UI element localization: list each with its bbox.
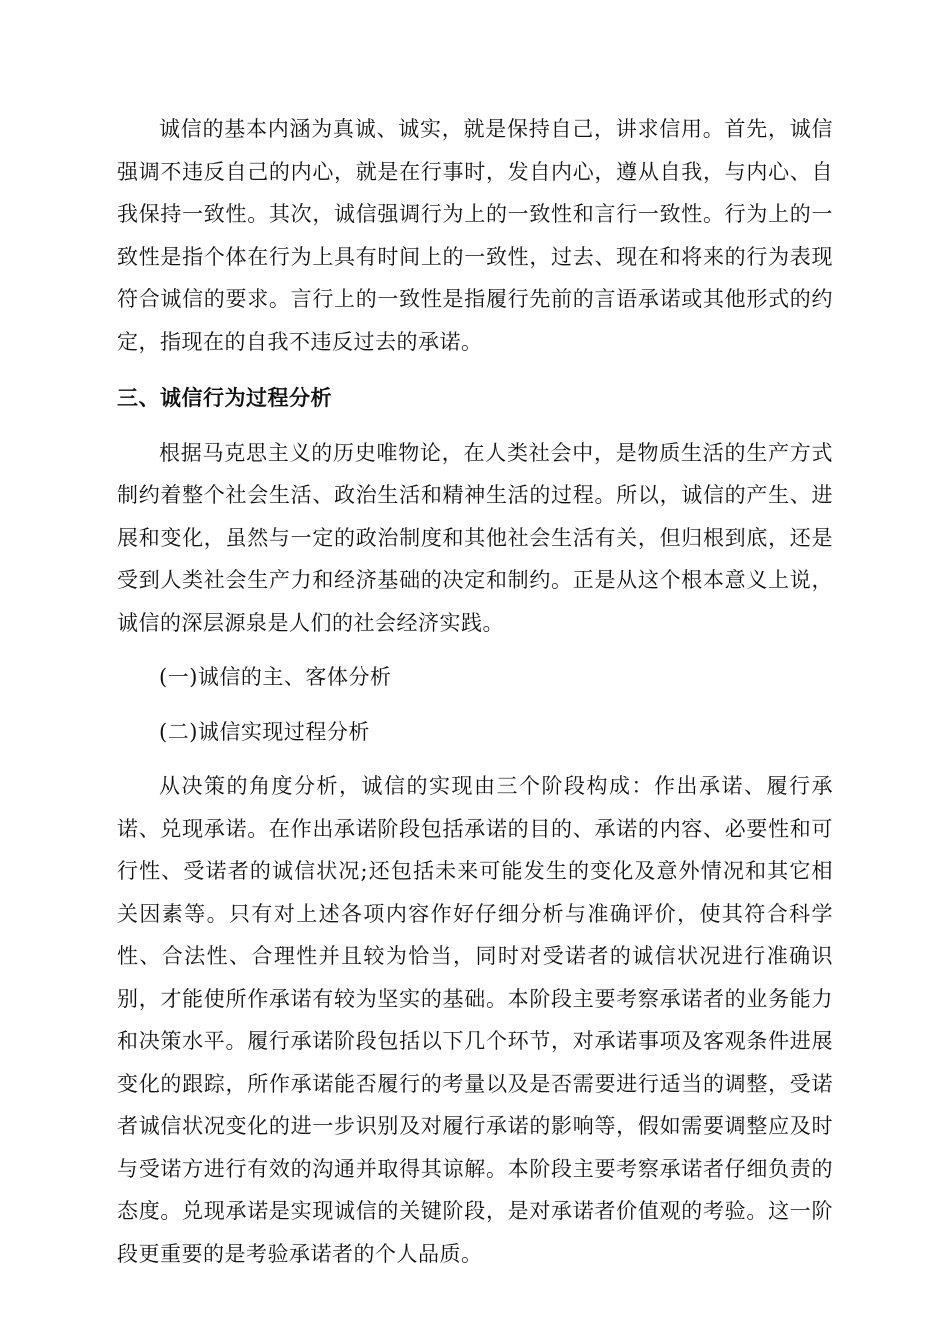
subheading-realization-process: (二)诚信实现过程分析	[159, 719, 370, 744]
section-heading-integrity-process: 三、诚信行为过程分析	[117, 386, 332, 410]
paragraph-integrity-meaning: 诚信的基本内涵为真诚、诚实，就是保持自己，讲求信用。首先，诚信强调不违反自己的内心，就是在行事时，发自内心，遵从自我，与内心、自我保持一致性。其次，诚信强调行为上的一致性和言行一致性。行为上的一致性是指个体在行为上具有时间上的一致性，过去、现在和将来的行为表现符合诚信的要求。言行上的一致性是指履行先前的言语承诺或其他形式的约定，指现在的自我不违反过去的承诺。	[117, 117, 833, 354]
paragraph-historical-materialism: 根据马克思主义的历史唯物论，在人类社会中，是物质生活的生产方式制约着整个社会生活、政治生活和精神生活的过程。所以，诚信的产生、进展和变化，虽然与一定的政治制度和其他社会生活有关，但归根到底，还是受到人类社会生产力和经济基础的决定和制约。正是从这个根本意义上说，诚信的深层源泉是人们的社会经济实践。	[117, 440, 833, 635]
paragraph-decision-stages: 从决策的角度分析，诚信的实现由三个阶段构成：作出承诺、履行承诺、兑现承诺。在作出承诺阶段包括承诺的目的、承诺的内容、必要性和可行性、受诺者的诚信状况;还包括未来可能发生的变化及意外情况和其它相关因素等。只有对上述各项内容作好仔细分析与准确评价，使其符合科学性、合法性、合理性并且较为恰当，同时对受诺者的诚信状况进行准确识别，才能使所作承诺有较为坚实的基础。本阶段主要考察承诺者的业务能力和决策水平。履行承诺阶段包括以下几个环节，对承诺事项及客观条件进展变化的跟踪，所作承诺能否履行的考量以及是否需要进行适当的调整，受诺者诚信状况变化的进一步识别及对履行承诺的影响等，假如需要调整应及时与受诺方进行有效的沟通并取得其谅解。本阶段主要考察承诺者仔细负责的态度。兑现承诺是实现诚信的关键阶段，是对承诺者价值观的考验。这一阶段更重要的是考验承诺者的个人品质。	[117, 774, 833, 1266]
subheading-subject-object: (一)诚信的主、客体分析	[159, 665, 392, 689]
document-page	[117, 108, 833, 1275]
